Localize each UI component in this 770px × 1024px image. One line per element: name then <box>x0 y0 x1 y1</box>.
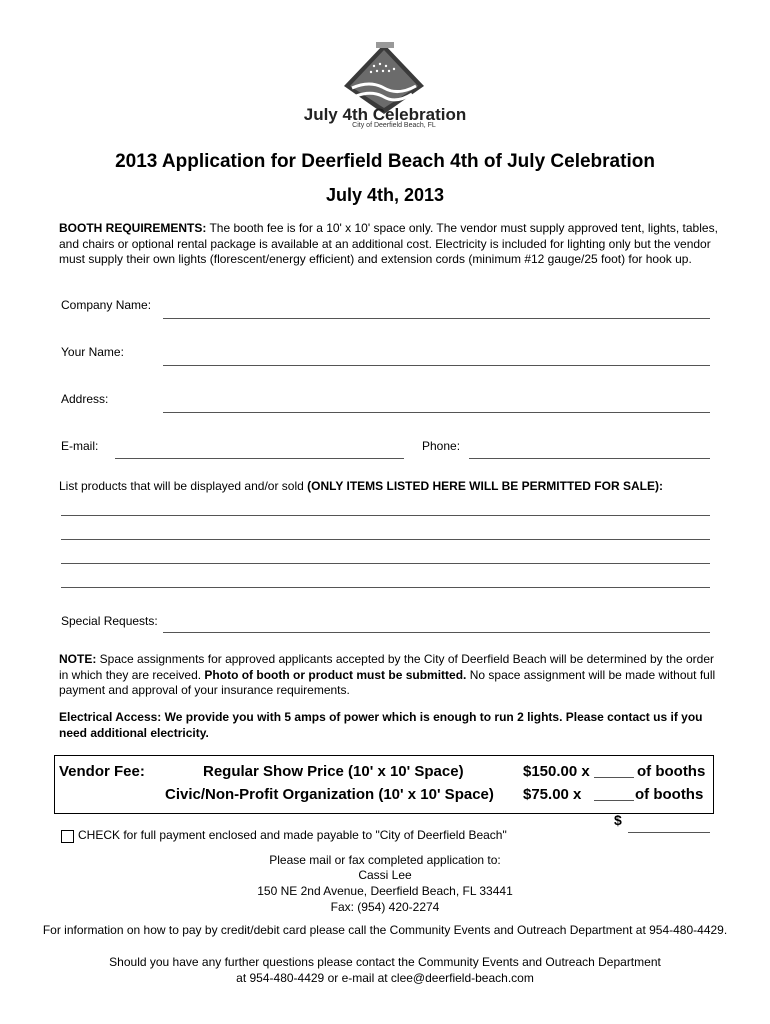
logo <box>300 42 470 132</box>
event-date: July 4th, 2013 <box>325 185 445 205</box>
total-amount-field[interactable] <box>628 832 710 833</box>
phone-field[interactable] <box>469 458 710 459</box>
products-intro: List products that will be displayed and/or sold <box>59 479 308 493</box>
email-label: E-mail: <box>61 439 99 453</box>
civic-price-amount: $75.00 x <box>523 786 582 803</box>
regular-booths-unit: of booths <box>637 763 706 780</box>
mail-line-4: Fax: (954) 420-2274 <box>330 900 440 914</box>
regular-price-amount: $150.00 x <box>523 763 590 780</box>
products-line-2[interactable] <box>61 539 710 540</box>
booth-requirements <box>59 221 719 268</box>
products-line-4[interactable] <box>61 587 710 588</box>
company-name-field[interactable] <box>163 318 710 319</box>
contact-line-1: Should you have any further questions please contact the Community Events and Outreach Department <box>109 955 661 969</box>
company-label: Company Name: <box>61 298 152 312</box>
your-name-field[interactable] <box>163 365 710 366</box>
mail-line-3: 150 NE 2nd Avenue, Deerfield Beach, FL 33441 <box>257 884 513 898</box>
products-line-3[interactable] <box>61 563 710 564</box>
mail-line-2: Cassi Lee <box>358 868 412 882</box>
note-text-2: No space assignment will be made without full payment and approval of your insurance requirements. <box>59 667 716 697</box>
products-label <box>59 479 739 495</box>
name-label: Your Name: <box>61 345 124 359</box>
civic-price-desc: Civic/Non-Profit Organization (10' x 10' Space) <box>165 786 494 803</box>
mail-line-1: Please mail or fax completed application to: <box>269 853 501 867</box>
products-bold: (ONLY ITEMS LISTED HERE WILL BE PERMITTED FOR SALE): <box>307 479 663 493</box>
special-requests-field[interactable] <box>163 632 710 633</box>
note-text-1: Space assignments for approved applicants accepted by the City of Deerfield Beach will be determined by the order in which they are received. <box>59 652 715 682</box>
note-bold: Photo of booth or product must be submitted. <box>204 667 467 682</box>
logo-title: July 4th Celebration <box>303 105 467 124</box>
civic-booths-unit: of booths <box>635 786 704 803</box>
phone-label: Phone: <box>422 439 461 453</box>
logo-subtitle: City of Deerfield Beach, FL <box>352 122 436 129</box>
address-label: Address: <box>61 392 109 406</box>
check-text: CHECK for full payment enclosed and made payable to "City of Deerfield Beach" <box>78 828 507 842</box>
email-field[interactable] <box>115 458 404 459</box>
payment-info: For information on how to pay by credit/debit card please call the Community Events and Outreach Department at 954-480-4429. <box>42 923 728 937</box>
civic-booths-qty-field[interactable] <box>594 800 634 801</box>
note-label: NOTE: <box>59 652 97 666</box>
booth-text: The booth fee is for a 10' x 10' space only. The vendor must supply approved tent, lights, tables, and chairs or optional rental package is available at an additional cost. Electricity is included for lighting only but the vendor must supply their own lights (florescent/energy efficient) and extension cords (minimum #12 gauge/25 foot) for hook up. <box>59 221 718 266</box>
total-dollar-sign: $ <box>614 812 622 828</box>
contact-line-2: at 954-480-4429 or e-mail at clee@deerfield-beach.com <box>236 971 534 985</box>
regular-price-desc: Regular Show Price (10' x 10' Space) <box>203 763 464 780</box>
booth-label: BOOTH REQUIREMENTS: <box>59 221 207 235</box>
note-paragraph <box>59 652 719 699</box>
page-title: 2013 Application for Deerfield Beach 4th of July Celebration <box>115 151 655 172</box>
address-field[interactable] <box>163 412 710 413</box>
regular-booths-qty-field[interactable] <box>594 777 634 778</box>
check-checkbox[interactable] <box>61 830 74 843</box>
electrical-access: Electrical Access: We provide you with 5 amps of power which is enough to run 2 lights. Please contact us if you need additional electricity. <box>59 710 703 740</box>
special-requests-label: Special Requests: <box>61 614 158 628</box>
products-line-1[interactable] <box>61 515 710 516</box>
vendor-fee-label: Vendor Fee: <box>59 763 145 780</box>
